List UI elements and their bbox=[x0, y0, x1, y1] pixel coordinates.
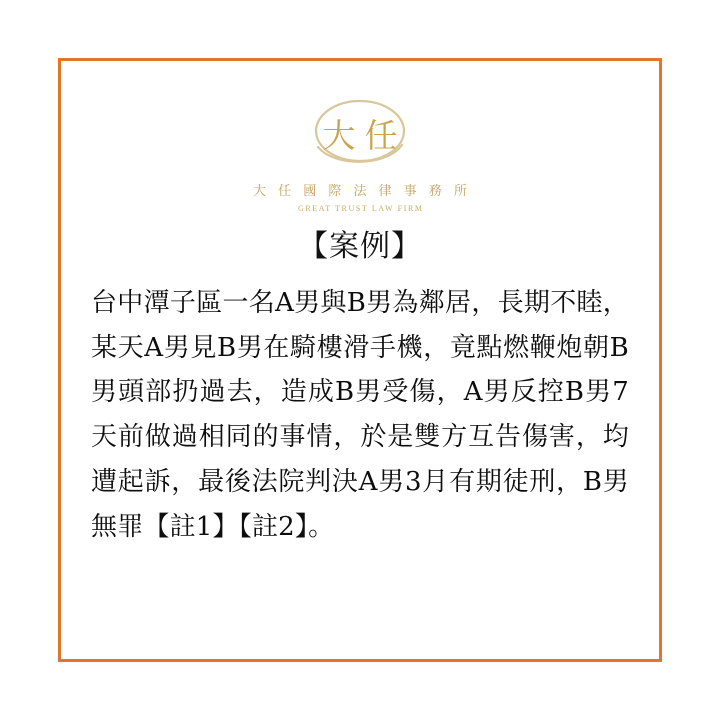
logo-block bbox=[89, 97, 631, 213]
brush-circle-logo-icon bbox=[294, 97, 426, 171]
case-paragraph: 台中潭子區一名A男與B男為鄰居，長期不睦，某天A男見B男在騎樓滑手機，竟點燃鞭炮朝B男頭部扔過去，造成B男受傷，A男反控B男7天前做過相同的事情，於是雙方互告傷害，均遭起訴，最後法院判決A男3月有期徒刑，B男無罪【註1】【註2】。 bbox=[91, 288, 629, 542]
firm-name-chinese: 大 任 國 際 法 律 事 務 所 bbox=[252, 184, 472, 199]
page-title: 【案例】 bbox=[298, 229, 422, 264]
content-card bbox=[58, 58, 662, 662]
firm-name-english: GREAT TRUST LAW FIRM bbox=[297, 204, 424, 213]
logo-chinese-mark: 大任 bbox=[322, 115, 407, 155]
card-inner bbox=[61, 61, 659, 659]
